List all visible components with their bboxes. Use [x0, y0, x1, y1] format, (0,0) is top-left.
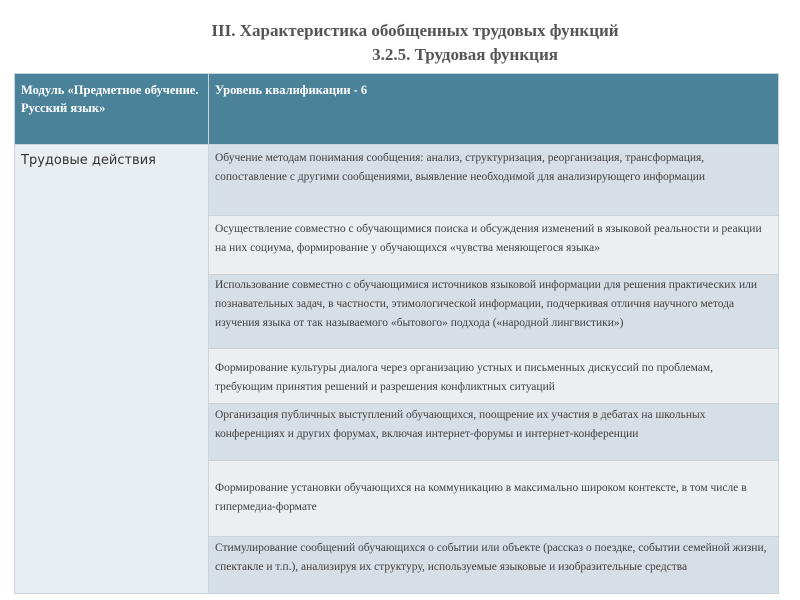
action-cell	[209, 537, 779, 594]
action-text: Стимулирование сообщений обучающихся о событии или объекте (рассказ о поездке, событии семейной жизни, спектакле и т.п.), анализируя их структуру, используемые языковые и изобразительные средства	[215, 542, 767, 573]
module-label: Модуль «Предметное обучение. Русский язык»	[21, 83, 199, 115]
action-text: Обучение методам понимания сообщения: анализ, структуризация, реорганизация, трансформация, сопоставление с другими сообщениями, выявление необходимой для анализирующего информации	[215, 152, 706, 183]
table-row	[15, 145, 779, 216]
row-label-cell	[15, 145, 209, 594]
table-header-row	[15, 74, 779, 145]
module-header-cell	[15, 74, 209, 145]
action-cell	[209, 461, 779, 537]
action-cell	[209, 216, 779, 275]
action-cell	[209, 145, 779, 216]
qualification-level-label: Уровень квалификации - 6	[215, 83, 368, 97]
action-cell	[209, 349, 779, 404]
action-cell	[209, 275, 779, 349]
labor-actions-label: Трудовые действия	[21, 153, 156, 168]
page-title: III. Характеристика обобщенных трудовых функций	[211, 21, 619, 40]
action-cell	[209, 404, 779, 461]
action-text: Осуществление совместно с обучающимися поиска и обсуждения изменений в языковой реальности и реакции на них социума, формирование у обучающихся «чувства меняющегося языка»	[215, 223, 762, 254]
action-text: Формирование установки обучающихся на коммуникацию в максимально широком контексте, в том числе в гипермедиа-формате	[215, 482, 747, 513]
action-text: Использование совместно с обучающимися источников языковой информации для решения практических или познавательных задач, в частности, этимологической информации, подчеркивая отличия научного метода изучения языка от так называемого «бытового» подхода («народной лингвистики»)	[215, 279, 758, 329]
action-text: Организация публичных выступлений обучающихся, поощрение их участия в дебатах на школьных конференциях и других форумах, включая интернет-форумы и интернет-конференции	[215, 409, 706, 440]
level-header-cell	[209, 74, 779, 145]
page-subtitle: 3.2.5. Трудовая функция	[372, 45, 558, 64]
action-text: Формирование культуры диалога через организацию устных и письменных дискуссий по проблемам, требующим принятия решений и разрешения конфликтных ситуаций	[215, 362, 714, 393]
labor-function-table	[14, 73, 779, 594]
